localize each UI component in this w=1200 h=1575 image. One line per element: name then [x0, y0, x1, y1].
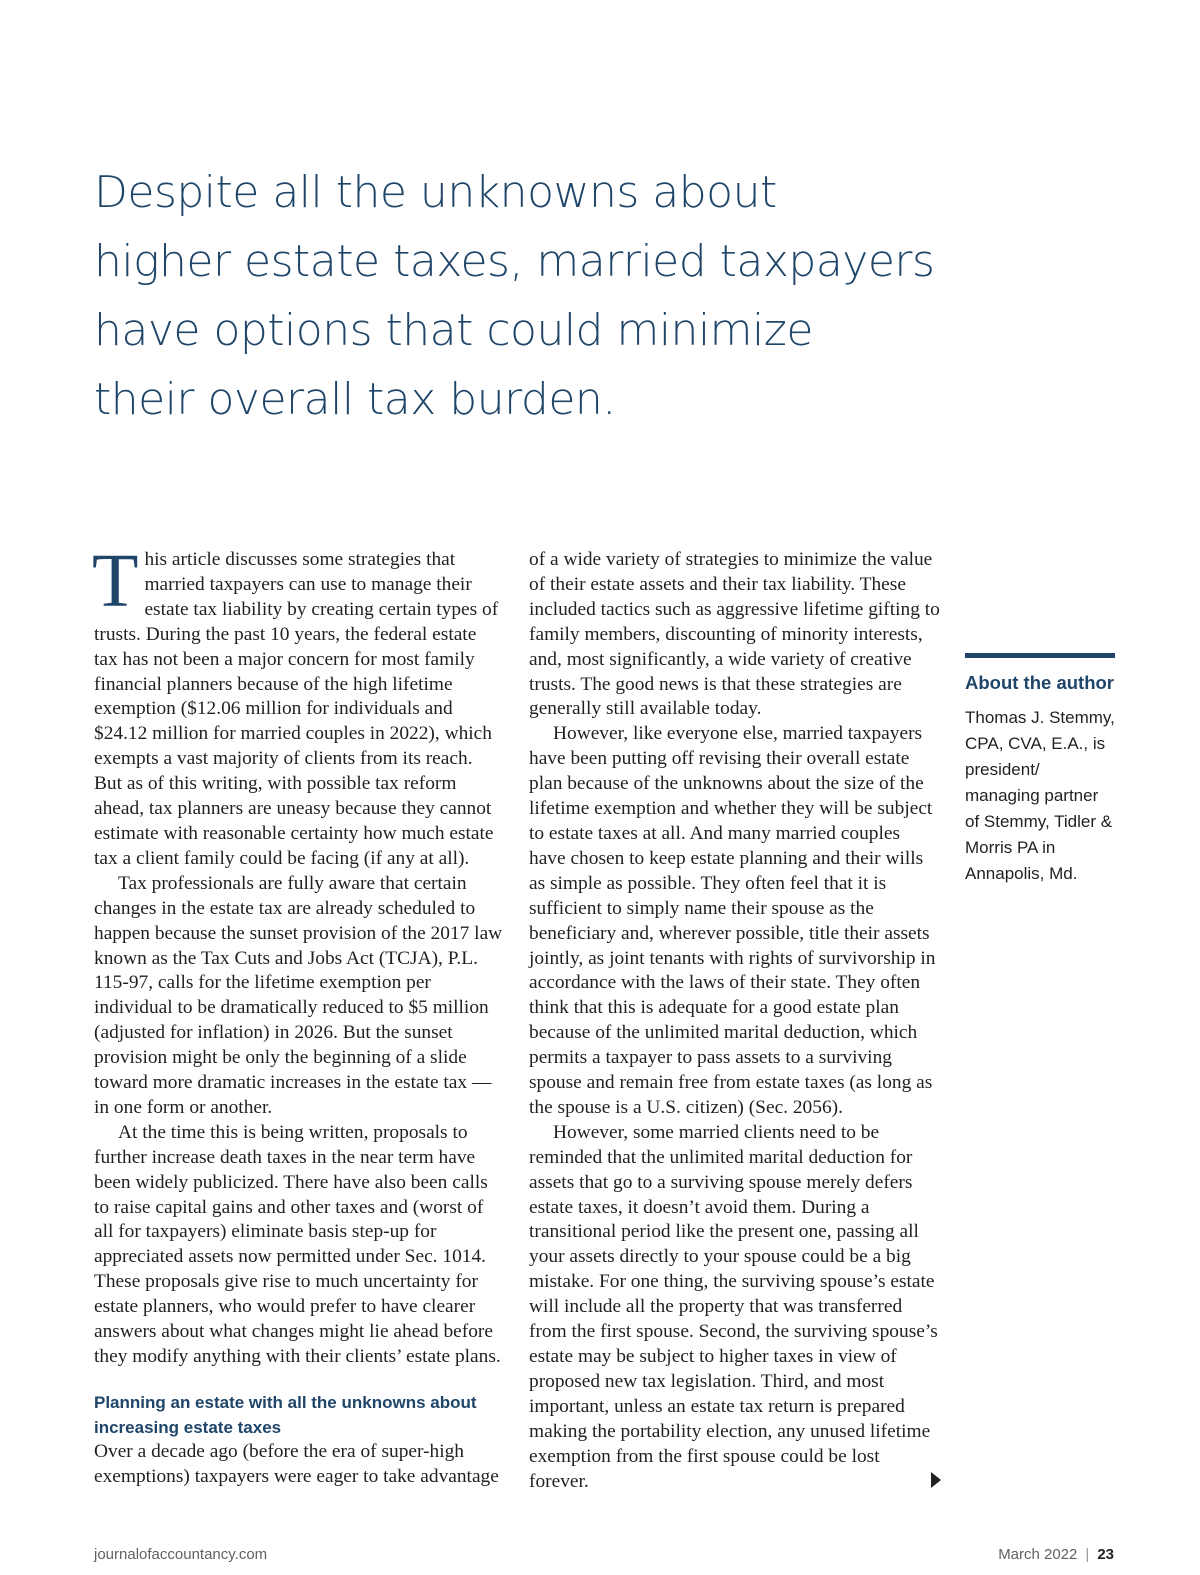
headline-line: higher estate taxes, married taxpayers	[94, 236, 935, 287]
paragraph: Over a decade ago (before the era of super-high exemptions) taxpayers were eager to take advantage	[94, 1440, 499, 1487]
drop-cap: T	[92, 539, 139, 623]
author-sidebar	[965, 653, 1115, 887]
author-bio: Thomas J. Stemmy, CPA, CVA, E.A., is president/ managing partner of Stemmy, Tidler & Morris PA in Annapolis, Md.	[965, 708, 1115, 883]
continue-arrow-icon	[931, 1472, 941, 1488]
paragraph: of a wide variety of strategies to minimize the value of their estate assets and their tax liability. These included tactics such as aggressive lifetime gifting to family members, discounting of minority interests, and, most significantly, a wide variety of creative trusts. The good news is that these strategies are generally still available today.	[529, 549, 940, 720]
article-headline	[94, 158, 935, 434]
page-number: 23	[1097, 1546, 1114, 1563]
footer-date: March 2022	[998, 1546, 1078, 1563]
headline-line: have options that could minimize	[94, 305, 813, 356]
paragraph: At the time this is being written, proposals to further increase death taxes in the near term have been widely publicized. There have also been calls to raise capital gains and other taxes and (worst of all for taxpayers) eliminate basis step-up for appreciated assets now permitted under Sec. 1014. These proposals give rise to much uncertainty for estate planners, who would prefer to have clearer answers about what changes might lie ahead before they modify anything with their clients’ estate plans.	[94, 1121, 501, 1367]
section-subhead: Planning an estate with all the unknowns about increasing estate taxes	[94, 1392, 477, 1437]
footer-page-info	[998, 1546, 1114, 1563]
sidebar-title: About the author	[965, 672, 1115, 693]
headline-line: their overall tax burden.	[94, 374, 616, 425]
paragraph: However, like everyone else, married taxpayers have been putting off revising their overall estate plan because of the unknowns about the size of the lifetime exemption and whether they will be subject to estate taxes at all. And many married couples have chosen to keep estate planning and their wills as simple as possible. They often feel that it is sufficient to simply name their spouse as the beneficiary and, wherever possible, title their assets jointly, as joint tenants with rights of survivorship in accordance with the laws of their state. They often think that this is adequate for a good estate plan because of the unlimited marital deduction, which permits a taxpayer to pass assets to a surviving spouse and remain free from estate taxes (as long as the spouse is a U.S. citizen) (Sec. 2056).	[529, 723, 936, 1118]
footer-site: journalofaccountancy.com	[94, 1546, 268, 1563]
footer-separator: |	[1085, 1546, 1090, 1563]
paragraph: However, some married clients need to be reminded that the unlimited marital deduction for assets that go to a surviving spouse merely defers estate taxes, it doesn’t avoid them. During a transitional period like the present one, passing all your assets directly to your spouse could be a big mistake. For one thing, the surviving spouse’s estate will include all the property that was transferred from the first spouse. Second, the surviving spouse’s estate may be subject to higher taxes in view of proposed new tax legislation. Third, and most important, unless an estate tax return is prepared making the portability election, any unused lifetime exemption from the first spouse could be lost forever.	[529, 1121, 938, 1492]
paragraph-intro	[92, 539, 504, 872]
article-column-right	[529, 548, 941, 1494]
paragraph: Tax professionals are fully aware that certain changes in the estate tax are already scheduled to happen because the sunset provision of the 2017 law known as the Tax Cuts and Jobs Act (TCJA), P.L. 115-97, calls for the lifetime exemption per individual to be dramatically reduced to $5 million (adjusted for inflation) in 2026. But the sunset provision might be only the beginning of a slide toward more dramatic increases in the estate tax — in one form or another.	[94, 872, 503, 1118]
paragraph-text: his article discusses some strategies that married taxpayers can use to manage their estate tax liability by creating certain types of trusts. During the past 10 years, the federal estate tax has not been a major concern for most family financial planners because of the high lifetime exemption ($12.06 million for individuals and $24.12 million for married couples in 2022), which exempts a vast majority of clients from its reach. But as of this writing, with possible tax reform ahead, tax planners are uneasy because they cannot estimate with reasonable certainty how much estate tax a client family could be facing (if any at all).	[94, 549, 499, 869]
headline-line: Despite all the unknowns about	[94, 167, 777, 218]
article-column-left	[92, 539, 504, 1490]
